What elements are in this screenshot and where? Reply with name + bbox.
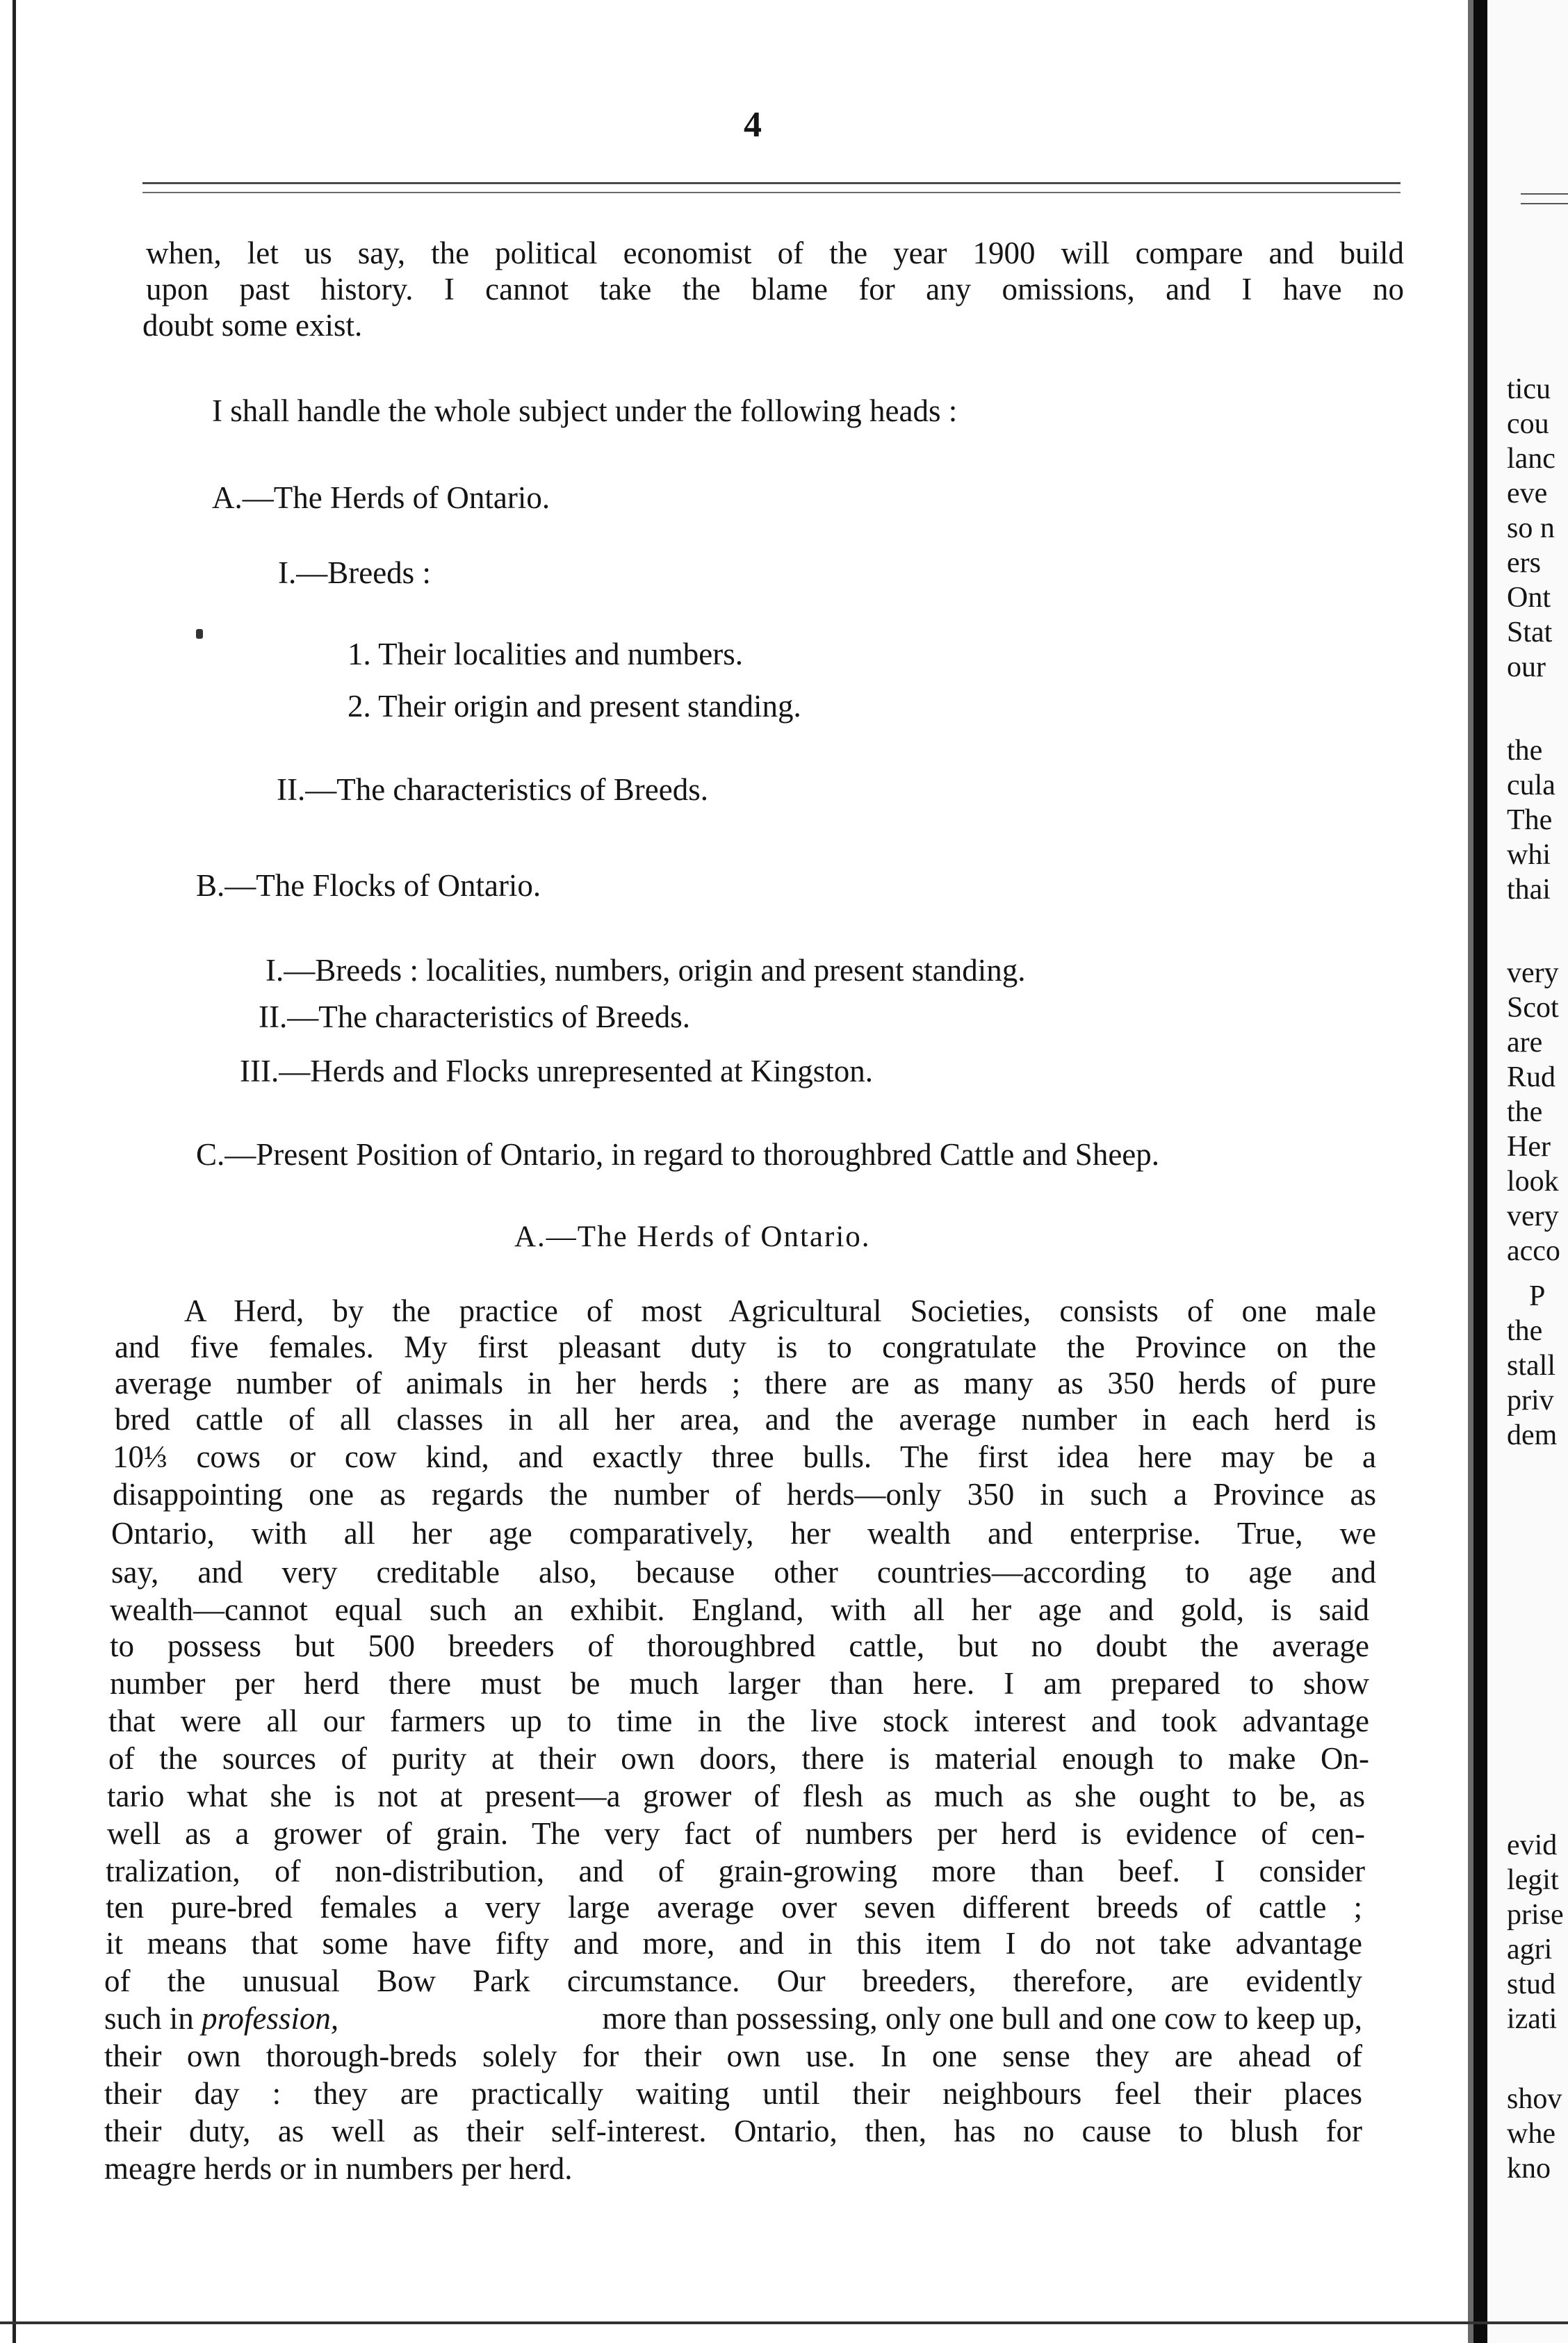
section-heading: A.—The Herds of Ontario.: [514, 1221, 871, 1253]
facing-word: kno: [1507, 2153, 1551, 2185]
facing-word: P: [1529, 1280, 1546, 1312]
body-line-5: 10⅓ cows or cow kind, and exactly three bulls. The first idea here may be a: [113, 1439, 1376, 1474]
facing-word: Her: [1507, 1131, 1551, 1163]
gutter-shadow: [1468, 0, 1473, 2343]
body-line-10: to possess but 500 breeders of thoroughbred cattle, but no doubt the average: [110, 1628, 1369, 1663]
body-line-1: A Herd, by the practice of most Agricultural Societies, consists of one male: [184, 1293, 1376, 1328]
header-rule-top: [142, 182, 1400, 184]
facing-word: cula: [1507, 769, 1555, 801]
intro-line-2: upon past history. I cannot take the blame for any omissions, and I have no: [146, 272, 1404, 307]
scan-left-border: [13, 0, 16, 2343]
outline-a-ii: II.—The characteristics of Breeds.: [277, 772, 708, 807]
facing-word: very: [1507, 1200, 1559, 1232]
body-line-24: meagre herds or in numbers per herd.: [104, 2151, 573, 2186]
facing-word: stud: [1507, 1968, 1556, 2000]
intro-line-3: doubt some exist.: [142, 308, 363, 343]
facing-word: our: [1507, 651, 1546, 683]
body-line-7: Ontario, with all her age comparatively, her wealth and enterprise. True, we: [111, 1516, 1376, 1551]
body-line-20-italic: profession,: [202, 2001, 339, 2036]
body-line-8: say, and very creditable also, because other countries—according to age and: [111, 1555, 1376, 1590]
facing-word: izati: [1507, 2003, 1558, 2035]
scan-bottom-border: [0, 2321, 1568, 2324]
body-line-13: of the sources of purity at their own doors, there is material enough to make On-: [108, 1741, 1369, 1776]
facing-page-rule-2: [1521, 203, 1568, 204]
body-line-12: that were all our farmers up to time in the live stock interest and took advantage: [108, 1704, 1369, 1738]
page-number: 4: [744, 105, 762, 145]
outline-intro: I shall handle the whole subject under the following heads :: [212, 393, 958, 428]
facing-word: shov: [1507, 2083, 1562, 2115]
facing-word: cou: [1507, 408, 1549, 440]
body-line-18: it means that some have fifty and more, and in this item I do not take advantage: [106, 1926, 1362, 1961]
scan-speck: [196, 629, 203, 639]
facing-word: the: [1507, 1096, 1543, 1128]
facing-word: eve: [1507, 477, 1548, 509]
facing-word: ers: [1507, 547, 1541, 579]
body-line-21: their own thorough-breds solely for their own use. In one sense they are ahead of: [104, 2039, 1362, 2073]
facing-word: agri: [1507, 1934, 1553, 1966]
outline-c: C.—Present Position of Ontario, in regard to thoroughbred Cattle and Sheep.: [196, 1137, 1160, 1172]
facing-word: Stat: [1507, 617, 1553, 648]
facing-word: acco: [1507, 1235, 1560, 1267]
facing-word: priv: [1507, 1385, 1554, 1417]
body-line-20-start: such in: [104, 2001, 194, 2036]
body-line-4: bred cattle of all classes in all her area, and the average number in each herd is: [115, 1402, 1376, 1437]
body-line-16: tralization, of non-distribution, and of grain-growing more than beef. I consider: [106, 1854, 1365, 1888]
facing-word: whe: [1507, 2118, 1555, 2150]
facing-word: lanc: [1507, 443, 1555, 475]
facing-word: ticu: [1507, 373, 1551, 405]
outline-a-i-1: 1. Their localities and numbers.: [348, 637, 744, 671]
body-line-20-end: more than possessing, only one bull and one cow to keep up,: [602, 2001, 1362, 2036]
facing-page-fragment: [1487, 0, 1568, 2343]
facing-word: whi: [1507, 839, 1551, 871]
outline-a-i: I.—Breeds :: [278, 555, 431, 590]
body-line-20: [104, 2000, 1362, 2036]
facing-page-rule: [1521, 193, 1568, 195]
intro-line-1: when, let us say, the political economist of the year 1900 will compare and build: [146, 236, 1404, 270]
body-line-3: average number of animals in her herds ; there are as many as 350 herds of pure: [115, 1366, 1376, 1401]
facing-word: thai: [1507, 874, 1551, 906]
body-line-14: tario what she is not at present—a grower of flesh as much as she ought to be, as: [107, 1779, 1365, 1813]
facing-word: Rud: [1507, 1061, 1556, 1093]
body-line-11: number per herd there must be much larger than here. I am prepared to show: [110, 1666, 1369, 1701]
body-line-22: their day : they are practically waiting until their neighbours feel their places: [104, 2076, 1362, 2111]
body-line-9: wealth—cannot equal such an exhibit. England, with all her age and gold, is said: [110, 1592, 1369, 1627]
outline-a-i-2: 2. Their origin and present standing.: [348, 689, 801, 724]
facing-word: prise: [1507, 1899, 1564, 1931]
outline-b-ii: II.—The characteristics of Breeds.: [259, 999, 690, 1034]
header-rule-bottom: [142, 192, 1400, 193]
facing-word: evid: [1507, 1829, 1558, 1861]
facing-word: are: [1507, 1027, 1543, 1059]
facing-word: Ont: [1507, 582, 1551, 614]
body-line-6: disappointing one as regards the number of herds—only 350 in such a Province as: [113, 1477, 1376, 1512]
facing-word: legit: [1507, 1864, 1559, 1896]
facing-word: look: [1507, 1166, 1559, 1198]
facing-word: stall: [1507, 1350, 1555, 1382]
outline-b-i: I.—Breeds : localities, numbers, origin and present standing.: [266, 953, 1026, 988]
facing-word: the: [1507, 1315, 1543, 1347]
body-line-15: well as a grower of grain. The very fact of numbers per herd is evidence of cen-: [107, 1816, 1365, 1851]
outline-a: A.—The Herds of Ontario.: [212, 480, 550, 515]
body-line-23: their duty, as well as their self-interest. Ontario, then, has no cause to blush for: [104, 2114, 1362, 2148]
facing-word: very: [1507, 957, 1559, 989]
facing-word: dem: [1507, 1419, 1558, 1451]
body-line-2: and five females. My first pleasant duty is to congratulate the Province on the: [115, 1330, 1376, 1364]
facing-word: so n: [1507, 512, 1555, 544]
outline-b-iii: III.—Herds and Flocks unrepresented at Kingston.: [240, 1054, 874, 1088]
page-gutter: [1473, 0, 1487, 2343]
facing-word: The: [1507, 804, 1553, 836]
outline-b: B.—The Flocks of Ontario.: [196, 868, 541, 903]
body-line-19: of the unusual Bow Park circumstance. Our breeders, therefore, are evidently: [104, 1964, 1362, 1998]
facing-word: Scot: [1507, 992, 1559, 1024]
body-line-17: ten pure-bred females a very large average over seven different breeds of cattle ;: [106, 1890, 1362, 1925]
facing-word: the: [1507, 735, 1543, 767]
